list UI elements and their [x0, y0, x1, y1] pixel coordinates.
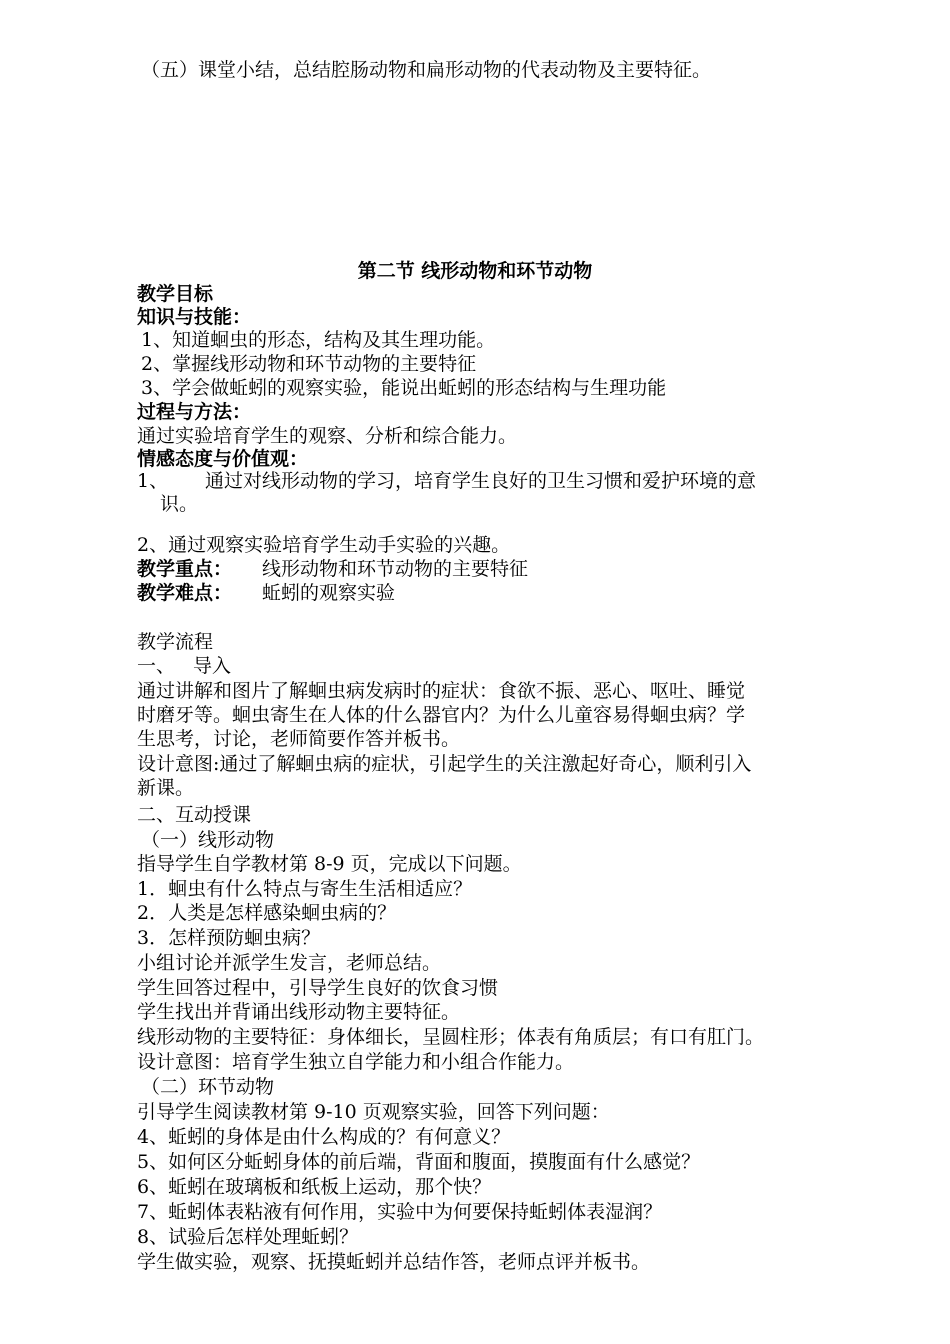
section-2-line: 7、蚯蚓体表粘液有何作用，实验中为何要保持蚯蚓体表湿润？	[137, 1201, 663, 1223]
ks-item: 2、掌握线形动物和环节动物的主要特征	[141, 353, 477, 375]
section-2-line: 学生做实验，观察、抚摸蚯蚓并总结作答，老师点评并板书。	[137, 1251, 651, 1273]
intro-paragraph-line: 通过讲解和图片了解蛔虫病发病时的症状：食欲不振、恶心、呕吐、睡觉	[137, 680, 746, 702]
section-title: 第二节 线形动物和环节动物	[357, 260, 593, 282]
process-text: 通过实验培育学生的观察、分析和综合能力。	[137, 425, 518, 447]
flow-heading: 教学流程	[137, 631, 214, 653]
summary-line: （五）课堂小结，总结腔肠动物和扁形动物的代表动物及主要特征。	[141, 59, 712, 81]
section-2-line: 8、试验后怎样处理蚯蚓？	[137, 1226, 359, 1248]
key-point-text: 线形动物和环节动物的主要特征	[262, 558, 529, 580]
knowledge-skills-heading: 知识与技能：	[137, 306, 252, 328]
teaching-goals-heading: 教学目标	[137, 283, 214, 305]
process-methods-heading: 过程与方法：	[137, 401, 252, 423]
difficulty-text: 蚯蚓的观察实验	[262, 582, 396, 604]
attitude-values-heading: 情感态度与价值观：	[137, 448, 309, 470]
section-1-line: 线形动物的主要特征：身体细长，呈圆柱形；体表有角质层；有口有肛门。	[137, 1026, 765, 1048]
attitude-item-1-continuation: 识。	[160, 493, 199, 515]
intro-paragraph-line: 生思考，讨论，老师简要作答并板书。	[137, 728, 461, 750]
step-1-text: 导入	[193, 655, 232, 677]
attitude-item-2: 2、通过观察实验培育学生动手实验的兴趣。	[137, 534, 511, 556]
section-2-title: （二）环节动物	[141, 1076, 275, 1098]
section-2-line: 引导学生阅读教材第 9-10 页观察实验，回答下列问题：	[137, 1101, 610, 1123]
intro-paragraph-line: 时磨牙等。蛔虫寄生在人体的什么器官内？为什么儿童容易得蛔虫病？学	[137, 704, 746, 726]
section-1-line: 学生找出并背诵出线形动物主要特征。	[137, 1001, 461, 1023]
section-1-line: 2．人类是怎样感染蛔虫病的？	[137, 902, 397, 924]
difficulty-label: 教学难点：	[137, 582, 233, 604]
attitude-item-1-number: 1、	[137, 470, 169, 492]
intro-paragraph-line: 设计意图:通过了解蛔虫病的症状，引起学生的关注激起好奇心，顺利引入	[137, 753, 752, 775]
section-1-title: （一）线形动物	[141, 829, 275, 851]
section-2-line: 5、如何区分蚯蚓身体的前后端，背面和腹面，摸腹面有什么感觉？	[137, 1151, 701, 1173]
step-1-number: 一、	[137, 655, 176, 677]
section-1-line: 1．蛔虫有什么特点与寄生生活相适应？	[137, 878, 473, 900]
attitude-item-1-text: 通过对线形动物的学习，培育学生良好的卫生习惯和爱护环境的意	[205, 470, 757, 492]
step-2-heading: 二、互动授课	[137, 804, 252, 826]
key-point-label: 教学重点：	[137, 558, 233, 580]
section-2-line: 6、蚯蚓在玻璃板和纸板上运动，那个快？	[137, 1176, 492, 1198]
section-1-line: 小组讨论并派学生发言，老师总结。	[137, 952, 442, 974]
section-1-line: 指导学生自学教材第 8-9 页，完成以下问题。	[137, 853, 522, 875]
section-1-line: 3．怎样预防蛔虫病？	[137, 927, 321, 949]
section-1-line: 学生回答过程中，引导学生良好的饮食习惯	[137, 977, 499, 999]
section-2-line: 4、蚯蚓的身体是由什么构成的？有何意义？	[137, 1126, 511, 1148]
ks-item: 3、学会做蚯蚓的观察实验，能说出蚯蚓的形态结构与生理功能	[141, 377, 667, 399]
section-1-line: 设计意图：培育学生独立自学能力和小组合作能力。	[137, 1051, 575, 1073]
intro-paragraph-line: 新课。	[137, 777, 195, 799]
ks-item: 1、知道蛔虫的形态，结构及其生理功能。	[141, 329, 496, 351]
